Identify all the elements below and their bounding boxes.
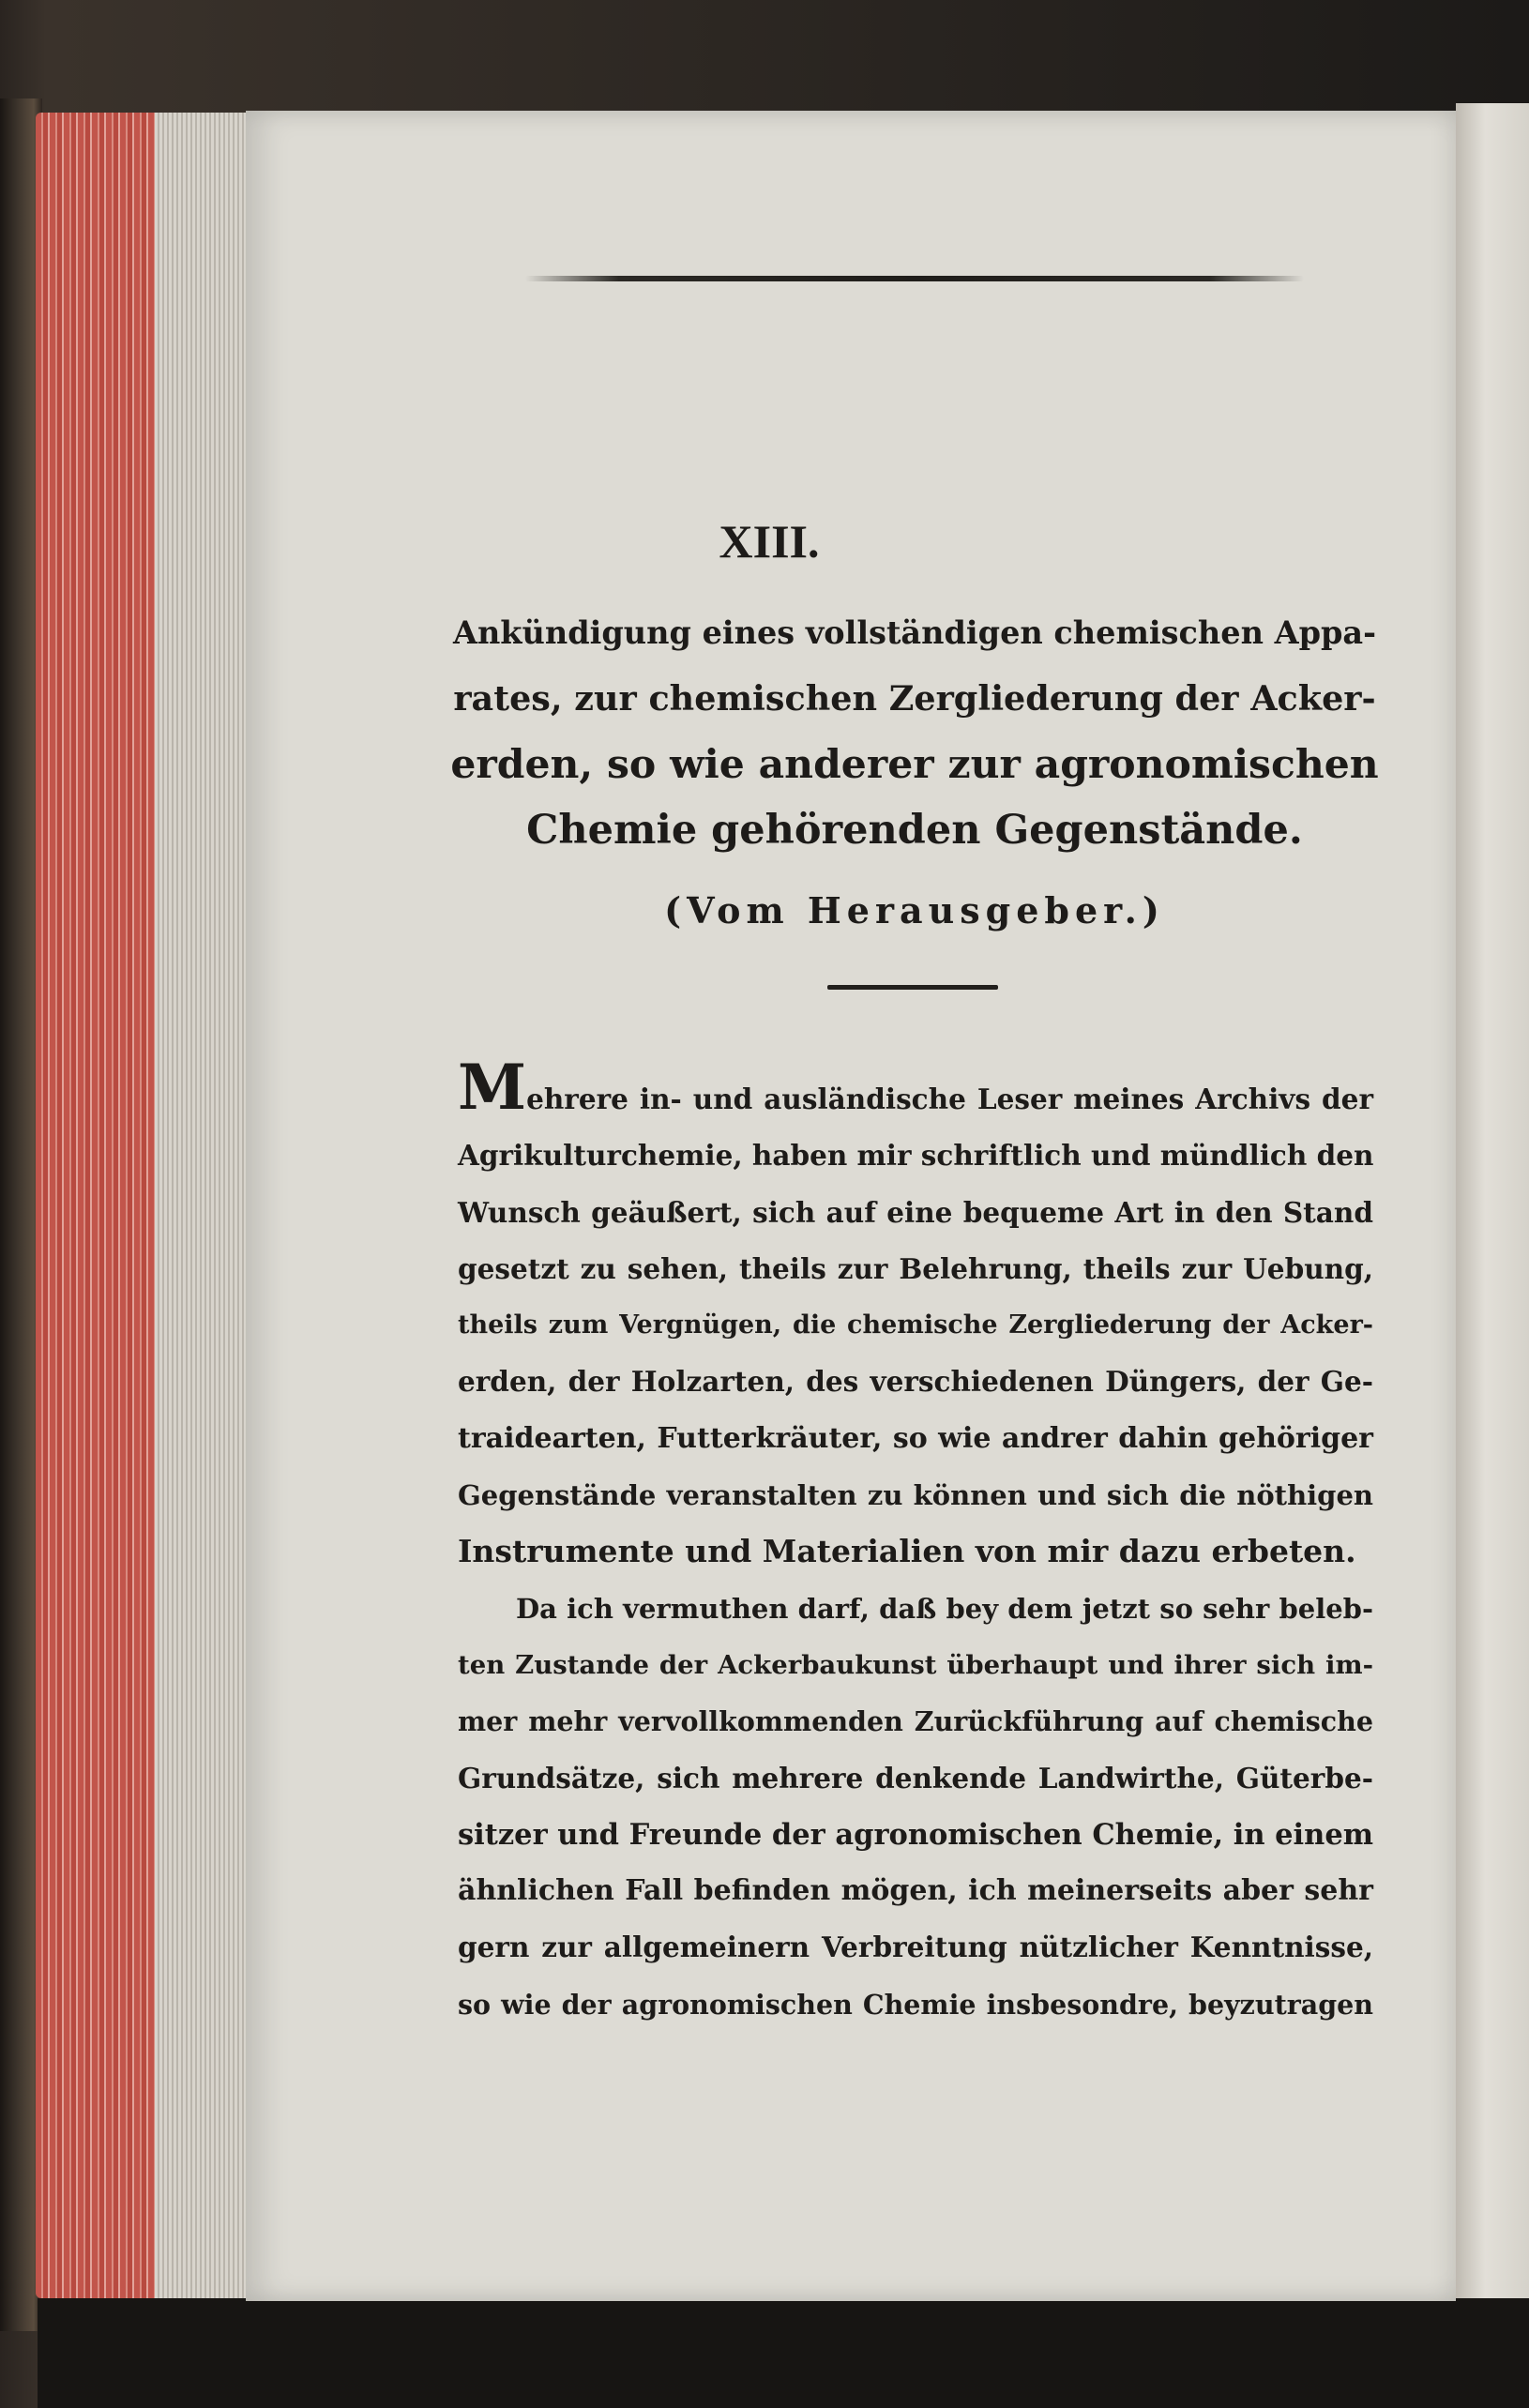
body-line: sitzer und Freunde der agronomischen Chemie, in einem bbox=[458, 1817, 1373, 1852]
body-line: ten Zustande der Ackerbaukunst überhaupt und ihrer sich im- bbox=[458, 1649, 1373, 1680]
body-text bbox=[458, 1051, 1374, 2033]
body-line: Agrikulturchemie, haben mir schriftlich und mündlich den bbox=[458, 1139, 1374, 1173]
title-line: erden, so wie anderer zur agronomischen bbox=[450, 741, 1379, 788]
title-line: rates, zur chemischen Zergliederung der Acker- bbox=[453, 678, 1376, 719]
title-line: Chemie gehörenden Gegenstände. bbox=[526, 807, 1303, 854]
chapter-number: XIII. bbox=[719, 515, 820, 568]
body-line: gesetzt zu sehen, theils zur Belehrung, theils zur Uebung, bbox=[458, 1251, 1373, 1285]
body-line: erden, der Holzarten, des verschiedenen Düngers, der Ge- bbox=[458, 1365, 1373, 1399]
body-line bbox=[458, 1051, 1373, 1128]
chapter-title bbox=[450, 600, 1379, 863]
header-rule bbox=[525, 276, 1304, 281]
body-line: Instrumente und Materialien von mir dazu erbeten. bbox=[458, 1533, 1356, 1570]
body-line: theils zum Vergnügen, die chemische Zergliederung der Acker- bbox=[458, 1310, 1373, 1340]
section-rule bbox=[827, 985, 998, 990]
body-line: Wunsch geäußert, sich auf eine bequeme Art in den Stand bbox=[458, 1195, 1373, 1229]
body-line: so wie der agronomischen Chemie insbesondre, beyzutragen bbox=[458, 1988, 1373, 2021]
body-line: mer mehr vervollkommenden Zurückführung auf chemische bbox=[458, 1705, 1373, 1738]
body-line: ähnlichen Fall befinden mögen, ich meinerseits aber sehr bbox=[458, 1874, 1373, 1908]
body-line: Gegenstände veranstalten zu können und sich die nöthigen bbox=[458, 1479, 1373, 1512]
drop-cap: M bbox=[458, 1051, 527, 1124]
bottom-shadow bbox=[38, 2298, 1529, 2408]
body-line: Da ich vermuthen darf, daß bey dem jetzt so sehr beleb- bbox=[516, 1592, 1373, 1625]
body-line: gern zur allgemeinern Verbreitung nützlicher Kenntnisse, bbox=[458, 1931, 1373, 1964]
body-line: Grundsätze, sich mehrere denkende Landwirthe, Güterbe- bbox=[458, 1761, 1373, 1795]
body-line-text: ehrere in- und ausländische Leser meines Archivs der bbox=[526, 1083, 1373, 1115]
body-line: traidearten, Futterkräuter, so wie andrer dahin gehöriger bbox=[458, 1421, 1373, 1455]
title-line: Ankündigung eines vollständigen chemischen Appa- bbox=[452, 614, 1377, 651]
page-stack-edges bbox=[36, 113, 253, 2298]
facing-page-edge bbox=[1456, 103, 1529, 2303]
byline: (Vom Herausgeber.) bbox=[664, 889, 1165, 931]
